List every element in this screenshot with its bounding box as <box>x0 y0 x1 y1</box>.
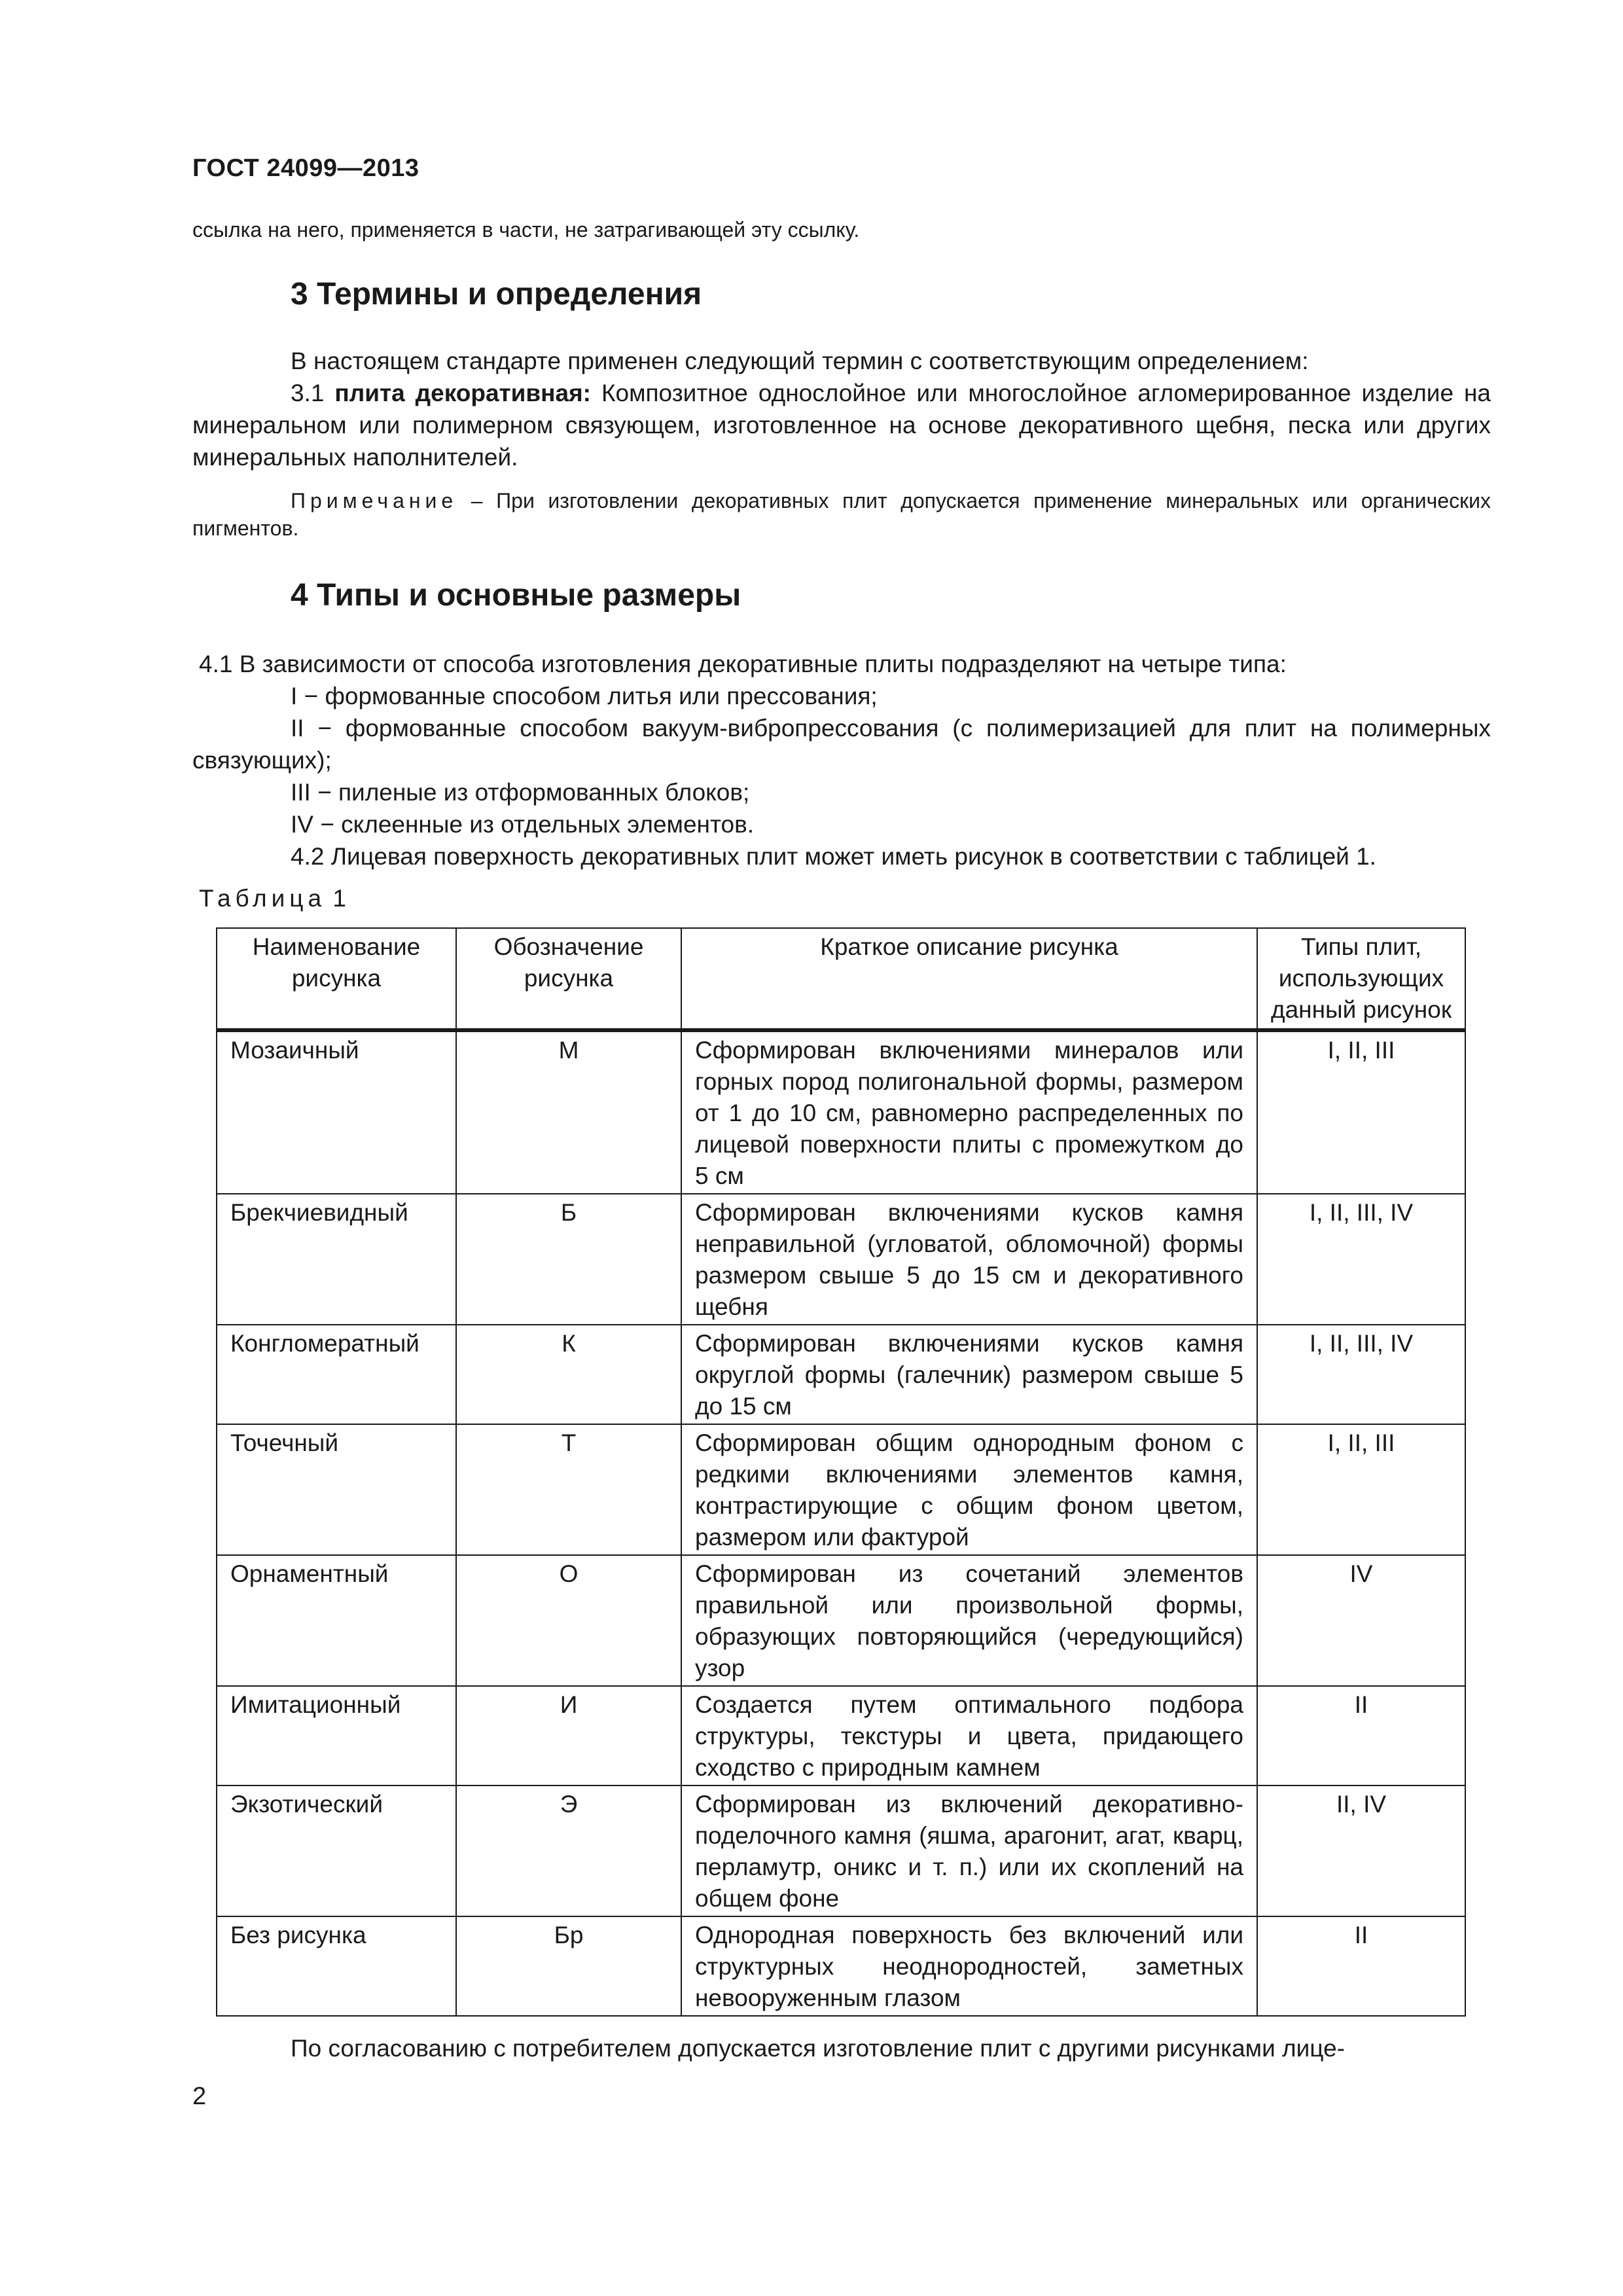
cell-description: Создается путем оптимального подбора структуры, текстуры и цвета, придающего сходство с природным камнем <box>681 1686 1257 1785</box>
section-4-title: 4 Типы и основные размеры <box>291 578 741 613</box>
cell-description: Сформирован включениями кусков камня округлой формы (галечник) размером свыше 5 до 15 см <box>681 1325 1257 1424</box>
cell-name: Конгломератный <box>217 1325 456 1424</box>
cell-code: И <box>456 1686 681 1785</box>
header-name: Наименование рисунка <box>217 928 456 1030</box>
page-number: 2 <box>192 2083 207 2110</box>
cell-name: Точечный <box>217 1424 456 1555</box>
type-2: II − формованные способом вакуум-вибропрессования (с полимеризацией для плит на полимерных связующих); <box>192 715 1491 774</box>
cell-code: К <box>456 1325 681 1424</box>
intro-line: ссылка на него, применяется в части, не затрагивающей эту ссылку. <box>192 218 860 242</box>
note <box>192 487 1491 542</box>
clause-4-2: 4.2 Лицевая поверхность декоративных плит может иметь рисунок в соответствии с таблицей 1. <box>291 843 1376 870</box>
cell-description: Сформирован из включений декоративно-поделочного камня (яшма, арагонит, агат, кварц, перламутр, оникс и т. п.) или их скоплений на общем фоне <box>681 1785 1257 1916</box>
cell-name: Орнаментный <box>217 1555 456 1686</box>
header-code: Обозначение рисунка <box>456 928 681 1030</box>
cell-description: Однородная поверхность без включений или структурных неоднородностей, заметных невооруженным глазом <box>681 1916 1257 2016</box>
table-row <box>217 1030 1465 1194</box>
section-3-title: 3 Термины и определения <box>291 277 702 312</box>
note-label: Примечание <box>291 489 458 512</box>
cell-name: Брекчиевидный <box>217 1194 456 1325</box>
cell-description: Сформирован включениями минералов или горных пород полигональной формы, размером от 1 до 10 см, равномерно распределенных по лицевой поверхности плиты с промежутком до 5 см <box>681 1030 1257 1194</box>
table-row <box>217 1325 1465 1424</box>
cell-description: Сформирован включениями кусков камня неправильной (угловатой, обломочной) формы размером свыше 5 до 15 см и декоративного щебня <box>681 1194 1257 1325</box>
table-row <box>217 1424 1465 1555</box>
table-caption <box>199 882 346 914</box>
term-definition <box>192 377 1491 473</box>
cell-types: II <box>1257 1686 1465 1785</box>
table-header-row <box>217 928 1465 1030</box>
type-4: IV − склеенные из отдельных элементов. <box>291 811 755 838</box>
cell-name: Экзотический <box>217 1785 456 1916</box>
cell-types: I, II, III, IV <box>1257 1194 1465 1325</box>
table-row <box>217 1686 1465 1785</box>
type-1: I − формованные способом литья или прессования; <box>291 683 878 709</box>
type-3: III − пиленые из отформованных блоков; <box>291 779 750 806</box>
clause-4-1: 4.1 В зависимости от способа изготовления декоративные плиты подразделяют на четыре типа: <box>199 651 1287 677</box>
term-text: Композитное однослойное или многослойное агломерированное изделие на минеральном или полимерном связующем, изготовленное на основе декоративного щебня, песка или других минеральных наполнителей. <box>192 380 1491 471</box>
section-3-lead: В настоящем стандарте применен следующий термин с соответствующим определением: <box>291 348 1309 374</box>
cell-types: I, II, III <box>1257 1424 1465 1555</box>
header-description: Краткое описание рисунка <box>681 928 1257 1030</box>
table-caption-number: 1 <box>332 885 346 912</box>
table-row <box>217 1916 1465 2016</box>
note-text: – При изготовлении декоративных плит допускается применение минеральных или органических пигментов. <box>192 489 1491 540</box>
table-row <box>217 1785 1465 1916</box>
cell-name: Мозаичный <box>217 1030 456 1194</box>
cell-code: Б <box>456 1194 681 1325</box>
table-caption-label: Таблица <box>199 885 327 912</box>
term-number: 3.1 <box>291 380 325 406</box>
cell-code: Э <box>456 1785 681 1916</box>
cell-types: II, IV <box>1257 1785 1465 1916</box>
cell-description: Сформирован общим однородным фоном с редкими включениями элементов камня, контрастирующие с общим фоном цветом, размером или фактурой <box>681 1424 1257 1555</box>
cell-types: II <box>1257 1916 1465 2016</box>
cell-description: Сформирован из сочетаний элементов правильной или произвольной формы, образующих повторяющийся (чередующийся) узор <box>681 1555 1257 1686</box>
table-row <box>217 1194 1465 1325</box>
cell-code: М <box>456 1030 681 1194</box>
cell-code: Бр <box>456 1916 681 2016</box>
cell-name: Без рисунка <box>217 1916 456 2016</box>
cell-code: Т <box>456 1424 681 1555</box>
document-header: ГОСТ 24099—2013 <box>192 154 419 182</box>
cell-name: Имитационный <box>217 1686 456 1785</box>
cell-types: IV <box>1257 1555 1465 1686</box>
table-1 <box>216 927 1466 2017</box>
table-row <box>217 1555 1465 1686</box>
cell-types: I, II, III <box>1257 1030 1465 1194</box>
term-name: плита декоративная: <box>334 380 591 406</box>
cell-types: I, II, III, IV <box>1257 1325 1465 1424</box>
cell-code: О <box>456 1555 681 1686</box>
header-types: Типы плит, использующих данный рисунок <box>1257 928 1465 1030</box>
closing-line: По согласованию с потребителем допускается изготовление плит с другими рисунками лице- <box>291 2035 1345 2062</box>
